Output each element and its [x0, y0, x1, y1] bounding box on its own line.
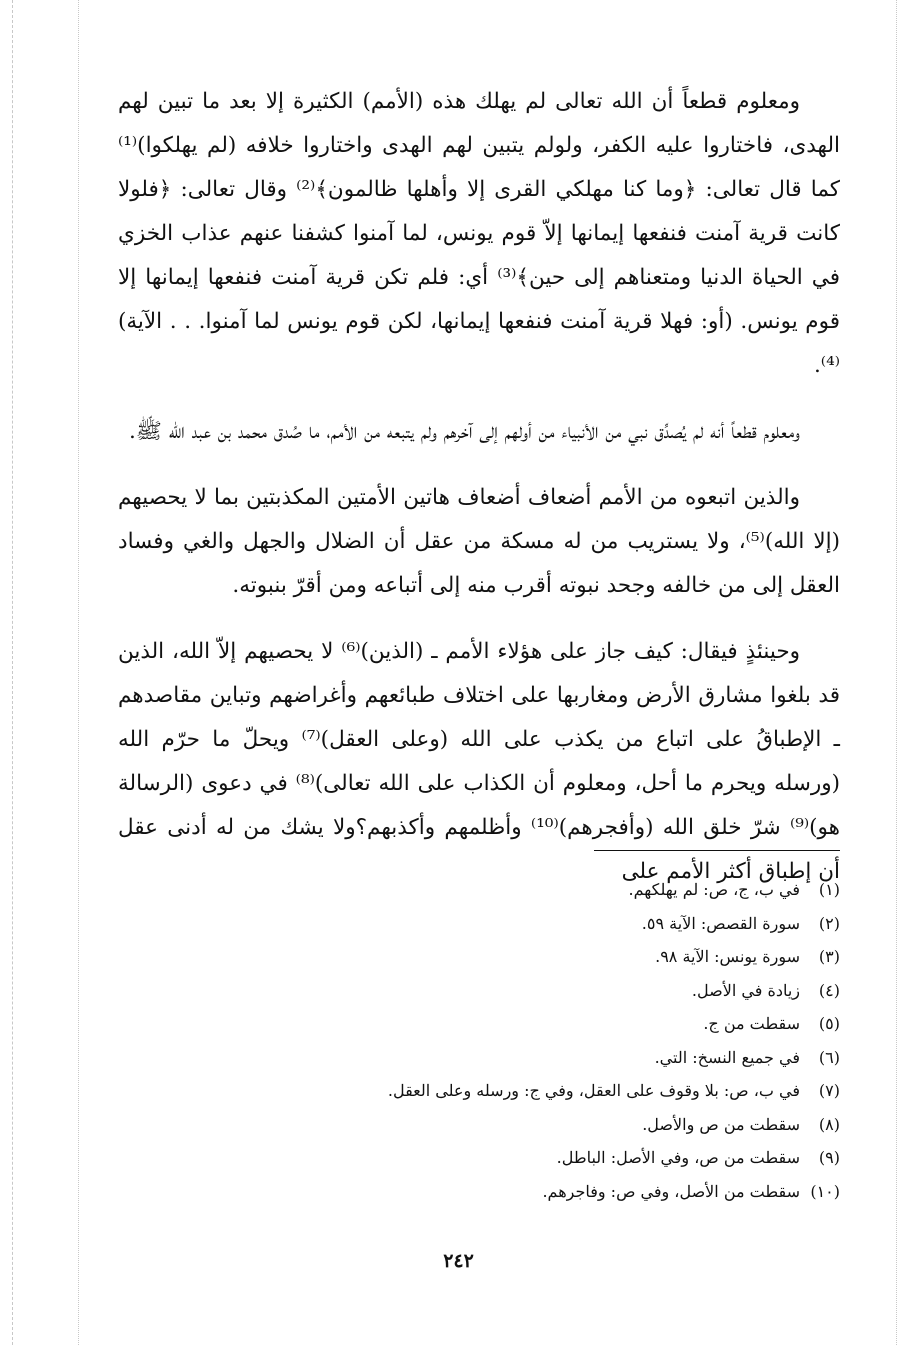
footnote: [200, 1074, 840, 1108]
footnotes-list: [200, 873, 840, 1208]
footnote-number: (٧): [818, 1081, 840, 1100]
margin-guide-line: [896, 0, 897, 1345]
paragraph: وحينئذٍ فيقال: كيف جاز على هؤلاء الأمم ـ (الذين)⁽⁶⁾ لا يحصيهم إلاّ الله، الذين قد بلغوا مشارق الأرض ومغاربها على اختلاف طبائعهم وأغراضهم وتباين مقاصدهم ـ الإطباقُ على اتباع من يكذب على الله (وعلى العقل)⁽⁷⁾ ويحلّ ما حرّم الله (ورسله ويحرم ما أحل، ومعلوم أن الكذاب على الله تعالى)⁽⁸⁾ في دعوى (الرسالة هو)⁽⁹⁾ شرّ خلق الله (وأفجرهم)⁽¹⁰⁾ وأظلمهم وأكذبهم؟ولا يشك من له أدنى عقل أن إطباق أكثر الأمم على: [118, 639, 840, 884]
footnote-number: (١): [818, 880, 840, 899]
footnote-text: سقطت من ص والأصل.: [642, 1114, 800, 1134]
footnote-text: سقطت من ص، وفي الأصل: الباطل.: [556, 1148, 800, 1167]
footnote-number: (٢): [818, 913, 840, 933]
footnote: [200, 1007, 840, 1041]
footnote-text: في جميع النسخ: التي.: [654, 1047, 800, 1067]
paragraph: ومعلوم قطعاً أن الله تعالى لم يهلك هذه (الأمم) الكثيرة إلا بعد ما تبين لهم الهدى، فاختاروا عليه الكفر، ولولم يتبين لهم الهدى واختاروا خلافه (لم يهلكوا)⁽¹⁾ كما قال تعالى: ﴿وما كنا مهلكي القرى إلا وأهلها ظالمون﴾⁽²⁾ وقال تعالى: ﴿فلولا كانت قرية آمنت فنفعها إيمانها إلاّ قوم يونس، لما آمنوا كشفنا عنهم عذاب الخزي في الحياة الدنيا ومتعناهم إلى حين﴾⁽³⁾ أي: فلم تكن قرية آمنت فنفعها إيمانها إلا قوم يونس. (أو: فهلا قرية آمنت فنفعها إيمانها، لكن قوم يونس لما آمنوا. . . الآية)⁽⁴⁾.: [118, 89, 840, 378]
paragraph: والذين اتبعوه من الأمم أضعاف أضعاف هاتين الأمتين المكذبتين بما لا يحصيهم (إلا الله)⁽⁵⁾، ولا يستريب من له مسكة من عقل أن الضلال والجهل والغي وفساد العقل إلى من خالفه وجحد نبوته أقرب منه إلى أتباعه ومن أقرّ بنبوته.: [118, 485, 841, 598]
footnote-number: (٨): [818, 1114, 840, 1134]
footnote: [200, 940, 840, 974]
binding-guide-line: [12, 0, 13, 1345]
footnote: [200, 873, 840, 907]
footnote-number: (٩): [818, 1148, 840, 1167]
footnote: [200, 1108, 840, 1142]
margin-guide-line: [78, 0, 79, 1345]
footnote-text: في ب، ص: بلا وقوف على العقل، وفي ج: ورسله وعلى العقل.: [387, 1081, 800, 1100]
footnote: [200, 974, 840, 1008]
footnote-text: زيادة في الأصل.: [691, 980, 800, 1000]
footnote-number: (٣): [818, 947, 840, 966]
footnote-text: سورة يونس: الآية ٩٨.: [655, 947, 800, 966]
footnote-separator: [594, 850, 840, 851]
footnote-number: (٥): [818, 1014, 840, 1033]
footnote-text: سقطت من الأصل، وفي ص: وفاجرهم.: [542, 1181, 800, 1201]
footnote: [200, 1041, 840, 1075]
footnote-text: سقطت من ج.: [703, 1014, 800, 1033]
footnote: [200, 1141, 840, 1175]
main-text: [118, 80, 840, 916]
footnote-number: (٤): [818, 980, 840, 1000]
footnote-text: سورة القصص: الآية ٥٩.: [641, 913, 800, 933]
footnote-number: (١٠): [810, 1181, 840, 1201]
page-number: ٢٤٢: [443, 1250, 474, 1272]
footnote-text: في ب، ج، ص: لم يهلكهم.: [628, 880, 800, 899]
footnote-number: (٦): [818, 1047, 840, 1067]
paragraph: ومعلوم قطعاً أنه لم يُصدِّق نبي من الأنبياء من أولهم إلى آخرهم ولم يتبعه من الأمم، ما صُدق محمد بن عبد الله ﷺ.: [129, 419, 800, 444]
footnote: [200, 1175, 840, 1209]
footnote: [200, 907, 840, 941]
